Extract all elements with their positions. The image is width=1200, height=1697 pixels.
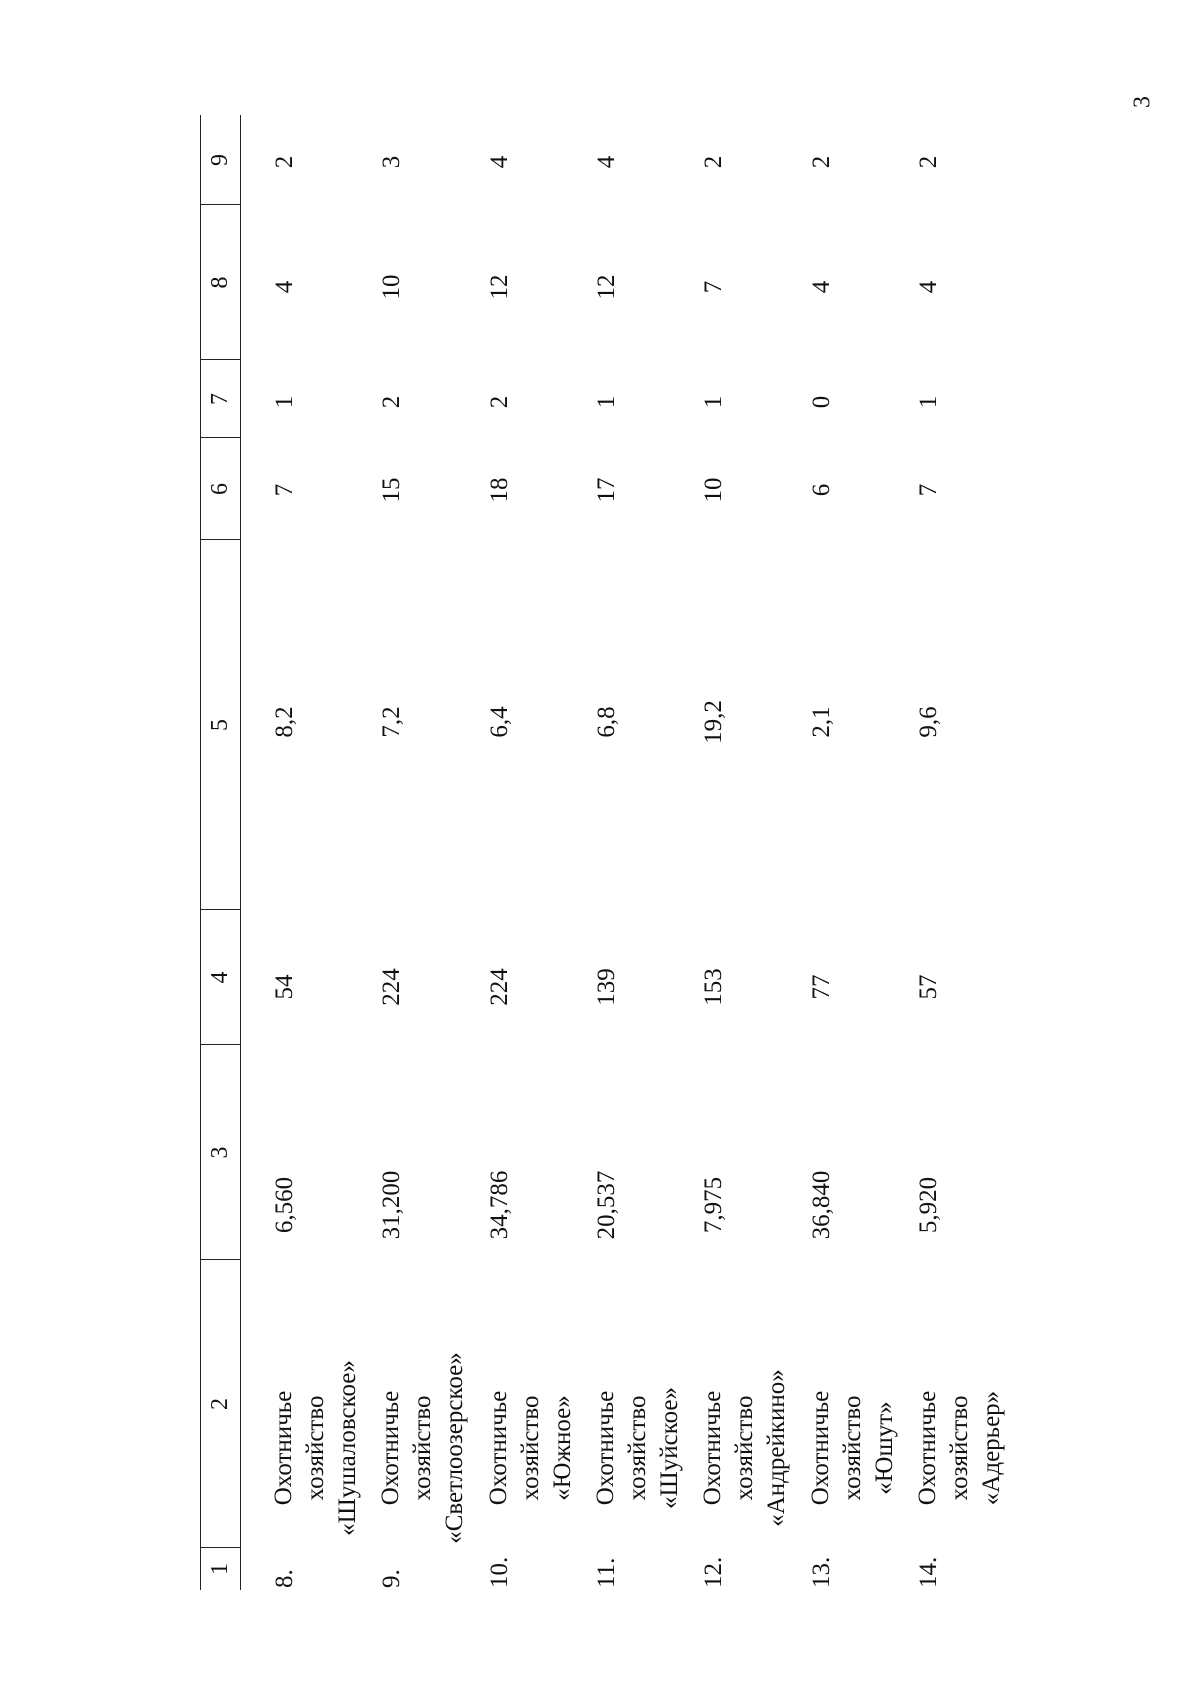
cell-c6: 7	[915, 483, 942, 497]
cell-c5: 19,2	[700, 700, 727, 744]
cell-c4: 224	[486, 968, 513, 1006]
name-line: хозяйство	[302, 1395, 329, 1501]
hunting-ground-name	[697, 1348, 793, 1548]
column-header-2: 2	[206, 1398, 233, 1410]
name-line: «Шушаловское»	[334, 1360, 361, 1536]
name-line: хозяйство	[624, 1395, 651, 1501]
cell-c8: 12	[486, 274, 513, 300]
name-line: Охотничье	[592, 1390, 619, 1506]
cell-c7: 0	[808, 395, 835, 409]
column-header-9: 9	[206, 154, 233, 166]
name-line: Охотничье	[914, 1390, 941, 1506]
column-header-6: 6	[206, 483, 233, 495]
cell-c5: 6,4	[486, 706, 513, 738]
cell-c8: 10	[378, 274, 405, 300]
name-line: хозяйство	[946, 1395, 973, 1501]
cell-c4: 153	[700, 968, 727, 1006]
column-header-7: 7	[206, 393, 233, 405]
cell-c9: 2	[271, 155, 298, 169]
name-line: «Андрейкино»	[763, 1369, 790, 1527]
header-bottom-rule	[240, 115, 241, 1590]
row-number: 12.	[700, 1556, 727, 1588]
name-line: «Южное»	[549, 1395, 576, 1501]
cell-c7: 2	[486, 395, 513, 409]
cell-c3: 31,200	[378, 1170, 405, 1240]
row-number: 11.	[593, 1557, 620, 1588]
name-line: Охотничье	[377, 1390, 404, 1506]
cell-c6: 18	[486, 477, 513, 503]
cell-c7: 1	[271, 395, 298, 409]
cell-c9: 3	[378, 155, 405, 169]
cell-c7: 1	[915, 395, 942, 409]
cell-c9: 4	[593, 155, 620, 169]
row-number: 10.	[486, 1556, 513, 1588]
name-line: хозяйство	[731, 1395, 758, 1501]
name-line: Охотничье	[485, 1390, 512, 1506]
name-line: хозяйство	[517, 1395, 544, 1501]
cell-c4: 224	[378, 968, 405, 1006]
cell-c7: 1	[593, 395, 620, 409]
name-line: «Шуйское»	[656, 1387, 683, 1509]
cell-c5: 6,8	[593, 706, 620, 738]
cell-c7: 1	[700, 395, 727, 409]
hunting-ground-name	[268, 1348, 364, 1548]
cell-c3: 36,840	[808, 1170, 835, 1240]
cell-c8: 12	[593, 274, 620, 300]
column-header-3: 3	[206, 1146, 233, 1159]
cell-c9: 2	[915, 155, 942, 169]
cell-c4: 139	[593, 968, 620, 1006]
cell-c4: 54	[271, 974, 298, 1000]
cell-c9: 2	[808, 155, 835, 169]
cell-c8: 4	[271, 280, 298, 294]
hunting-ground-name	[912, 1348, 1008, 1548]
cell-c8: 4	[915, 280, 942, 294]
name-line: Охотничье	[699, 1390, 726, 1506]
cell-c7: 2	[378, 395, 405, 409]
cell-c5: 8,2	[271, 706, 298, 738]
name-line: «Светлоозерское»	[441, 1352, 468, 1544]
hunting-ground-name	[805, 1348, 901, 1548]
cell-c6: 7	[271, 483, 298, 497]
name-line: «Адерьер»	[978, 1390, 1005, 1506]
name-line: Охотничье	[807, 1390, 834, 1506]
row-number: 8.	[271, 1569, 298, 1588]
cell-c8: 7	[700, 280, 727, 294]
rotated-table	[200, 115, 1005, 1590]
cell-c3: 7,975	[700, 1176, 727, 1234]
cell-c3: 20,537	[593, 1170, 620, 1240]
row-number: 14.	[915, 1556, 942, 1588]
column-header-8: 8	[206, 276, 233, 289]
cell-c5: 2,1	[808, 706, 835, 738]
cell-c5: 9,6	[915, 706, 942, 738]
row-number: 13.	[808, 1556, 835, 1588]
cell-c3: 34,786	[486, 1170, 513, 1240]
cell-c6: 15	[378, 477, 405, 503]
cell-c9: 4	[486, 155, 513, 169]
hunting-ground-name	[375, 1348, 471, 1548]
name-line: хозяйство	[409, 1395, 436, 1501]
cell-c5: 7,2	[378, 706, 405, 738]
cell-c3: 6,560	[271, 1176, 298, 1234]
column-header-5: 5	[206, 719, 233, 731]
page-number: 3	[1129, 96, 1156, 108]
cell-c6: 17	[593, 477, 620, 503]
column-header-1: 1	[206, 1563, 233, 1575]
cell-c3: 5,920	[915, 1176, 942, 1234]
cell-c6: 10	[700, 477, 727, 503]
column-header-4: 4	[206, 971, 233, 984]
name-line: хозяйство	[839, 1395, 866, 1501]
hunting-ground-name	[590, 1348, 686, 1548]
cell-c9: 2	[700, 155, 727, 169]
name-line: Охотничье	[270, 1390, 297, 1506]
cell-c4: 77	[808, 974, 835, 1000]
name-line: «Юшут»	[871, 1401, 898, 1495]
cell-c8: 4	[808, 280, 835, 294]
row-number: 9.	[378, 1569, 405, 1588]
cell-c4: 57	[915, 974, 942, 1000]
cell-c6: 6	[808, 483, 835, 497]
hunting-ground-name	[483, 1348, 579, 1548]
